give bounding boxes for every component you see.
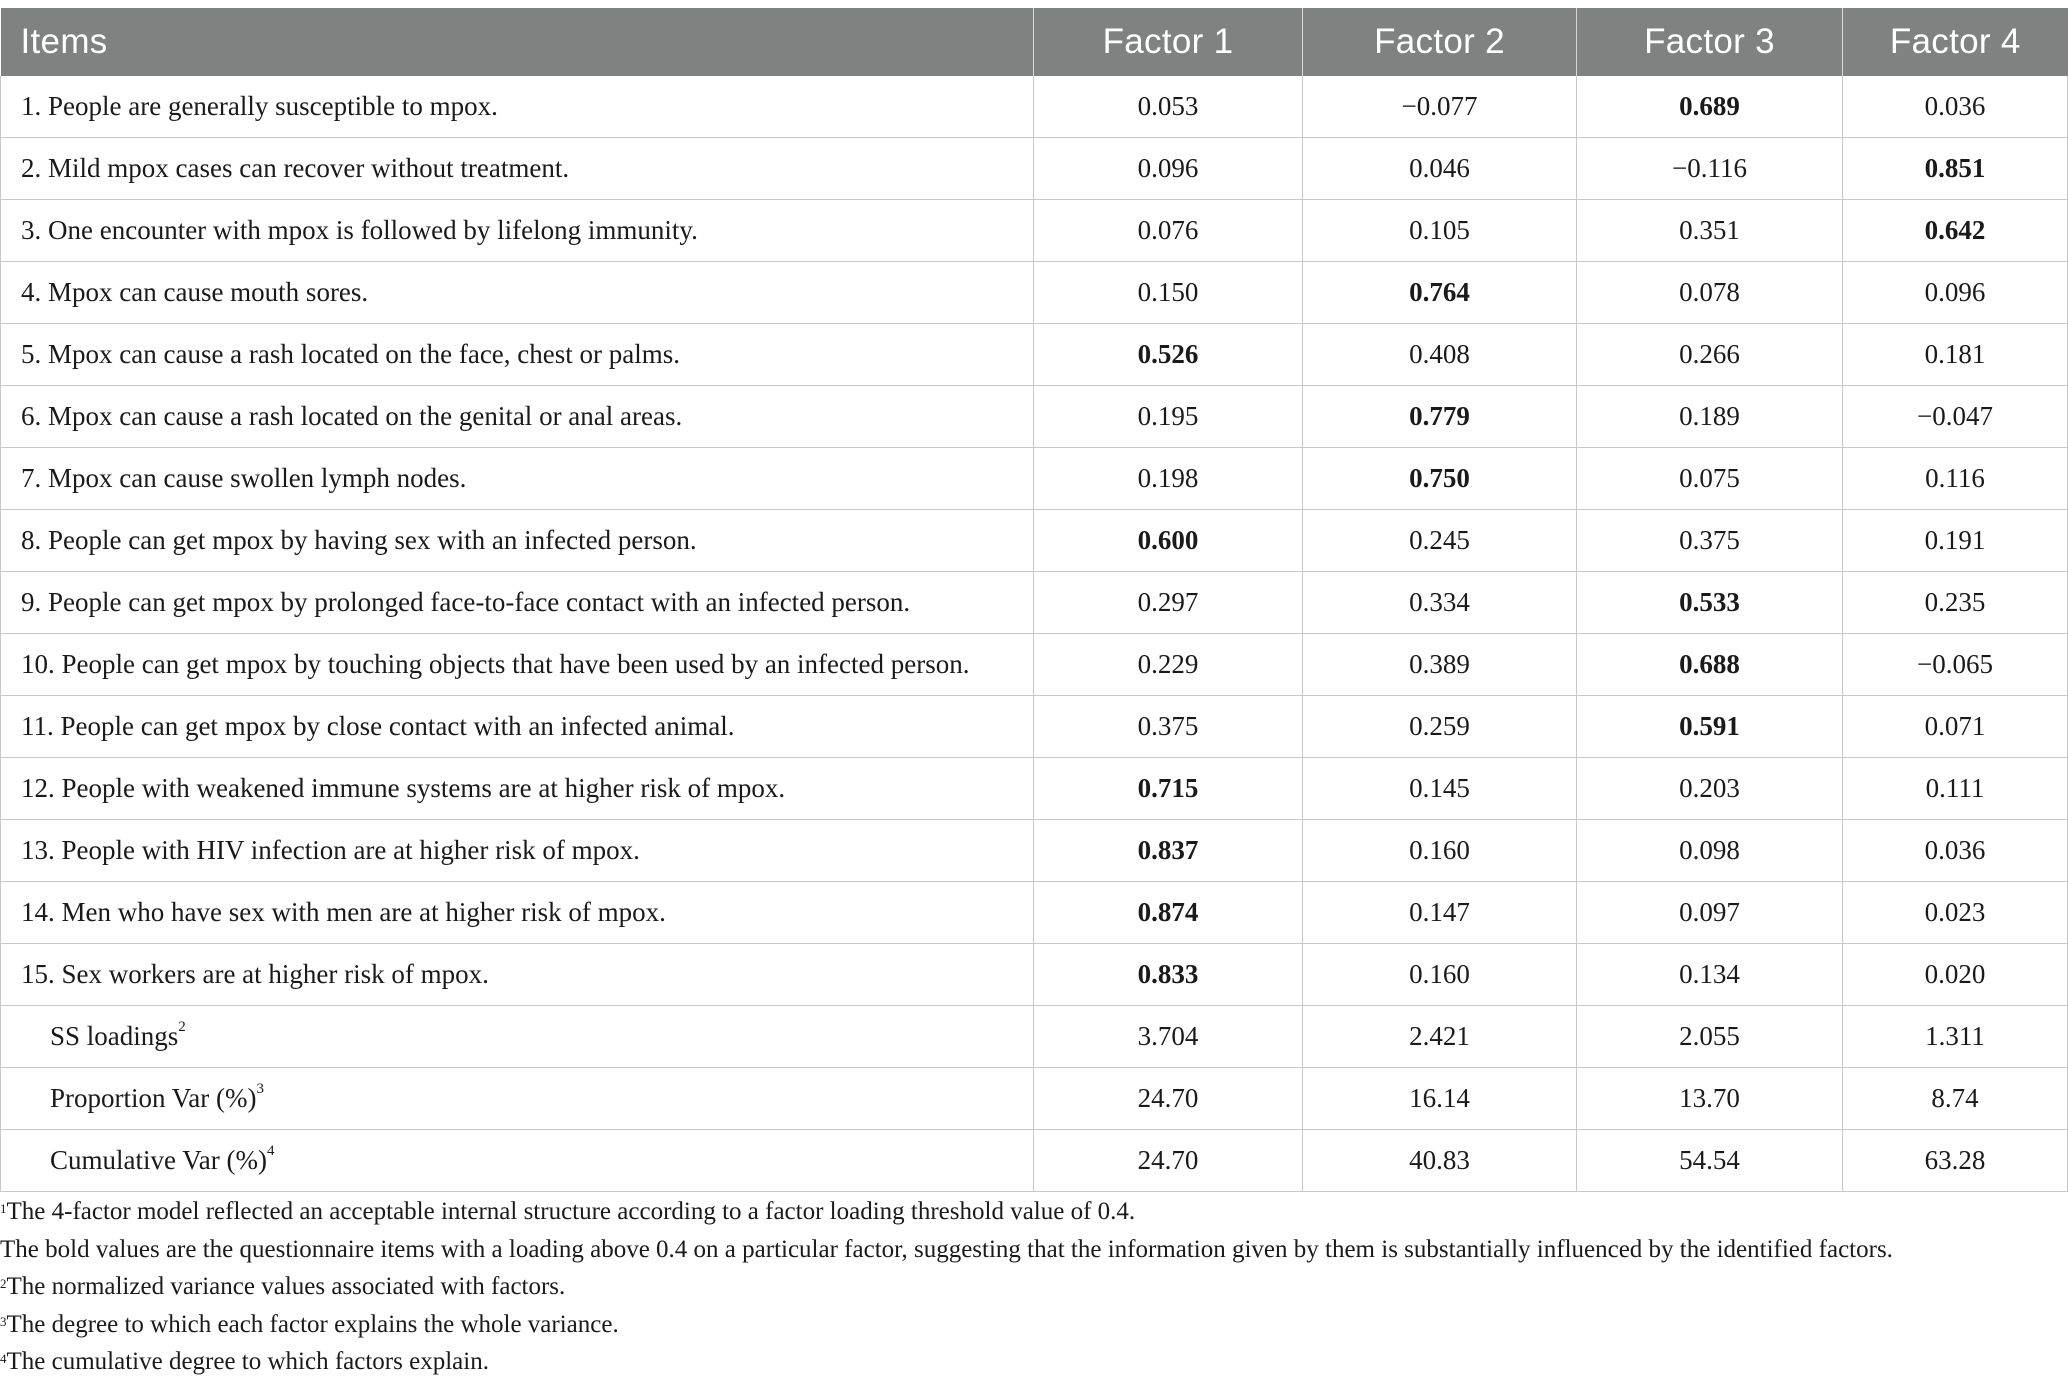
summary-value: 40.83: [1303, 1130, 1577, 1192]
loading-value: 0.297: [1034, 572, 1303, 634]
item-label: 2. Mild mpox cases can recover without treatment.: [1, 138, 1034, 200]
item-label: 12. People with weakened immune systems are at higher risk of mpox.: [1, 758, 1034, 820]
table-row: [1, 510, 2068, 572]
loading-value: 0.097: [1577, 882, 1843, 944]
footnote-text: The normalized variance values associated with factors.: [6, 1273, 566, 1301]
loading-value: 0.533: [1577, 572, 1843, 634]
header-factor-1: Factor 1: [1034, 8, 1303, 76]
loading-value: −0.065: [1843, 634, 2068, 696]
summary-value: 2.421: [1303, 1006, 1577, 1068]
footnote-text: The cumulative degree to which factors explain.: [6, 1348, 489, 1376]
table-row: [1, 572, 2068, 634]
loading-value: 0.191: [1843, 510, 2068, 572]
footnotes: [0, 1193, 2068, 1381]
loading-value: 0.715: [1034, 758, 1303, 820]
item-label: 5. Mpox can cause a rash located on the face, chest or palms.: [1, 324, 1034, 386]
item-label: 13. People with HIV infection are at higher risk of mpox.: [1, 820, 1034, 882]
loading-value: 0.098: [1577, 820, 1843, 882]
loading-value: 0.189: [1577, 386, 1843, 448]
summary-row: [1, 1130, 2068, 1192]
summary-value: 16.14: [1303, 1068, 1577, 1130]
item-label: 15. Sex workers are at higher risk of mpox.: [1, 944, 1034, 1006]
loading-value: 0.764: [1303, 262, 1577, 324]
footnote-marker: 4: [266, 1143, 275, 1159]
summary-label: [1, 1130, 1034, 1192]
loading-value: 0.046: [1303, 138, 1577, 200]
summary-row: [1, 1068, 2068, 1130]
summary-value: 13.70: [1577, 1068, 1843, 1130]
loading-value: 0.111: [1843, 758, 2068, 820]
footnote: [0, 1193, 2068, 1231]
loading-value: 0.036: [1843, 76, 2068, 138]
loading-value: 0.147: [1303, 882, 1577, 944]
summary-value: 1.311: [1843, 1006, 2068, 1068]
footnote-marker: 4: [0, 1351, 7, 1367]
table-row: [1, 138, 2068, 200]
summary-label-text: Cumulative Var (%): [50, 1145, 267, 1175]
footnote-marker: 3: [0, 1313, 7, 1329]
loading-value: 0.145: [1303, 758, 1577, 820]
footnote-text: The bold values are the questionnaire items with a loading above 0.4 on a particular factor, suggesting that the information given by them is substantially influenced by the identified factors.: [0, 1235, 1893, 1263]
loading-value: 0.334: [1303, 572, 1577, 634]
table-row: [1, 448, 2068, 510]
table-row: [1, 634, 2068, 696]
loading-value: 0.408: [1303, 324, 1577, 386]
item-label: 11. People can get mpox by close contact with an infected animal.: [1, 696, 1034, 758]
loading-value: 0.689: [1577, 76, 1843, 138]
table-row: [1, 758, 2068, 820]
table-row: [1, 324, 2068, 386]
footnote-text: The 4-factor model reflected an acceptable internal structure according to a factor loading threshold value of 0.4.: [6, 1198, 1136, 1225]
loading-value: 0.076: [1034, 200, 1303, 262]
loading-value: 0.023: [1843, 882, 2068, 944]
summary-label-text: Proportion Var (%): [50, 1083, 257, 1113]
loading-value: 0.235: [1843, 572, 2068, 634]
loading-value: 0.600: [1034, 510, 1303, 572]
loading-value: 0.075: [1577, 448, 1843, 510]
header-factor-2: Factor 2: [1303, 8, 1577, 76]
footnote-marker: 3: [256, 1081, 264, 1097]
footnote: [0, 1343, 2068, 1381]
loading-value: 0.837: [1034, 820, 1303, 882]
table-row: [1, 76, 2068, 138]
table-row: [1, 386, 2068, 448]
loading-value: 0.591: [1577, 696, 1843, 758]
header-items: Items: [1, 8, 1034, 76]
footnote: [0, 1306, 2068, 1344]
summary-value: 2.055: [1577, 1006, 1843, 1068]
loading-value: 0.750: [1303, 448, 1577, 510]
footnote-text: The degree to which each factor explains the whole variance.: [6, 1310, 619, 1338]
item-label: 8. People can get mpox by having sex with an infected person.: [1, 510, 1034, 572]
loading-value: 0.259: [1303, 696, 1577, 758]
footnote: [0, 1268, 2068, 1306]
factor-loading-table-container: [0, 8, 2068, 1192]
summary-label: [1, 1068, 1034, 1130]
item-label: 4. Mpox can cause mouth sores.: [1, 262, 1034, 324]
header-factor-4: Factor 4: [1843, 8, 2068, 76]
loading-value: 0.851: [1843, 138, 2068, 200]
summary-value: 54.54: [1577, 1130, 1843, 1192]
factor-loading-table: [0, 8, 2068, 1192]
loading-value: 0.688: [1577, 634, 1843, 696]
loading-value: 0.116: [1843, 448, 2068, 510]
loading-value: 0.071: [1843, 696, 2068, 758]
loading-value: −0.047: [1843, 386, 2068, 448]
loading-value: 0.020: [1843, 944, 2068, 1006]
loading-value: 0.526: [1034, 324, 1303, 386]
loading-value: 0.150: [1034, 262, 1303, 324]
item-label: 3. One encounter with mpox is followed by lifelong immunity.: [1, 200, 1034, 262]
summary-value: 8.74: [1843, 1068, 2068, 1130]
loading-value: 0.203: [1577, 758, 1843, 820]
table-body: [1, 76, 2068, 1192]
loading-value: 0.134: [1577, 944, 1843, 1006]
table-row: [1, 944, 2068, 1006]
loading-value: 0.096: [1843, 262, 2068, 324]
loading-value: 0.245: [1303, 510, 1577, 572]
table-row: [1, 200, 2068, 262]
loading-value: 0.375: [1034, 696, 1303, 758]
header-factor-3: Factor 3: [1577, 8, 1843, 76]
table-row: [1, 696, 2068, 758]
loading-value: 0.096: [1034, 138, 1303, 200]
footnote-marker: 2: [178, 1019, 186, 1035]
loading-value: 0.078: [1577, 262, 1843, 324]
table-header: [1, 8, 2068, 76]
summary-value: 3.704: [1034, 1006, 1303, 1068]
loading-value: 0.053: [1034, 76, 1303, 138]
loading-value: 0.351: [1577, 200, 1843, 262]
loading-value: 0.642: [1843, 200, 2068, 262]
footnote: [0, 1231, 2068, 1269]
item-label: 9. People can get mpox by prolonged face-to-face contact with an infected person.: [1, 572, 1034, 634]
loading-value: 0.389: [1303, 634, 1577, 696]
loading-value: 0.195: [1034, 386, 1303, 448]
summary-value: 63.28: [1843, 1130, 2068, 1192]
loading-value: 0.036: [1843, 820, 2068, 882]
item-label: 6. Mpox can cause a rash located on the genital or anal areas.: [1, 386, 1034, 448]
loading-value: 0.160: [1303, 820, 1577, 882]
item-label: 14. Men who have sex with men are at higher risk of mpox.: [1, 882, 1034, 944]
item-label: 10. People can get mpox by touching objects that have been used by an infected person.: [1, 634, 1034, 696]
loading-value: 0.779: [1303, 386, 1577, 448]
loading-value: 0.833: [1034, 944, 1303, 1006]
summary-value: 24.70: [1034, 1068, 1303, 1130]
loading-value: 0.198: [1034, 448, 1303, 510]
loading-value: 0.266: [1577, 324, 1843, 386]
table-row: [1, 882, 2068, 944]
footnote-marker: 2: [0, 1276, 7, 1292]
loading-value: 0.229: [1034, 634, 1303, 696]
item-label: 1. People are generally susceptible to mpox.: [1, 76, 1034, 138]
table-row: [1, 262, 2068, 324]
loading-value: −0.077: [1303, 76, 1577, 138]
loading-value: 0.375: [1577, 510, 1843, 572]
loading-value: 0.160: [1303, 944, 1577, 1006]
loading-value: 0.105: [1303, 200, 1577, 262]
table-row: [1, 820, 2068, 882]
loading-value: 0.181: [1843, 324, 2068, 386]
loading-value: 0.874: [1034, 882, 1303, 944]
footnote-marker: 1: [0, 1201, 7, 1216]
summary-value: 24.70: [1034, 1130, 1303, 1192]
summary-row: [1, 1006, 2068, 1068]
item-label: 7. Mpox can cause swollen lymph nodes.: [1, 448, 1034, 510]
summary-label: [1, 1006, 1034, 1068]
loading-value: −0.116: [1577, 138, 1843, 200]
summary-label-text: SS loadings: [50, 1021, 179, 1051]
